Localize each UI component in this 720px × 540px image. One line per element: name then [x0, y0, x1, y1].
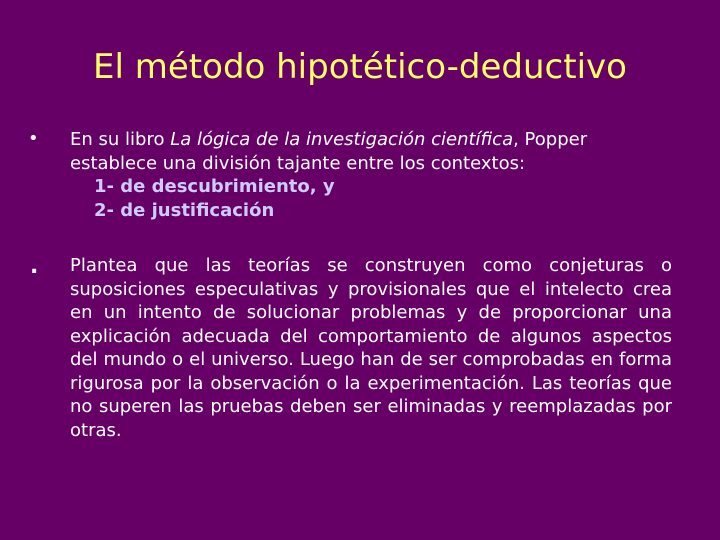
- bullet-1-suffix: , Popper: [513, 129, 588, 150]
- bullet-marker-1: •: [28, 128, 39, 149]
- bullet-2: [62, 254, 672, 442]
- bullet-1-line-1: [70, 128, 680, 152]
- bullet-1-prefix: En su libro: [70, 129, 171, 150]
- book-title: La lógica de la investigación científica: [170, 129, 514, 150]
- slide-title: El método hipotético-deductivo: [93, 47, 627, 87]
- sub-item-descubrimiento: 1- de descubrimiento, y: [94, 176, 335, 197]
- bullet-1: [70, 128, 680, 222]
- bullet-1-line-2: establece una división tajante entre los contextos:: [70, 152, 526, 174]
- bullet-2-text: Plantea que las teorías se construyen como conjeturas o suposiciones especulativas y provisionales que el intelecto crea en un intento de solucionar problemas y de proporcionar una explicación adecuada del comportamiento de algunos aspectos del mundo o el universo. Luego han de ser comprobadas en forma rigurosa por la observación o la experimentación. Las teorías que no superen las pruebas deben ser eliminadas y reemplazadas por otras.: [70, 255, 672, 441]
- sub-item-justificacion: 2- de justificación: [94, 199, 275, 221]
- bullet-marker-2: .: [30, 254, 39, 279]
